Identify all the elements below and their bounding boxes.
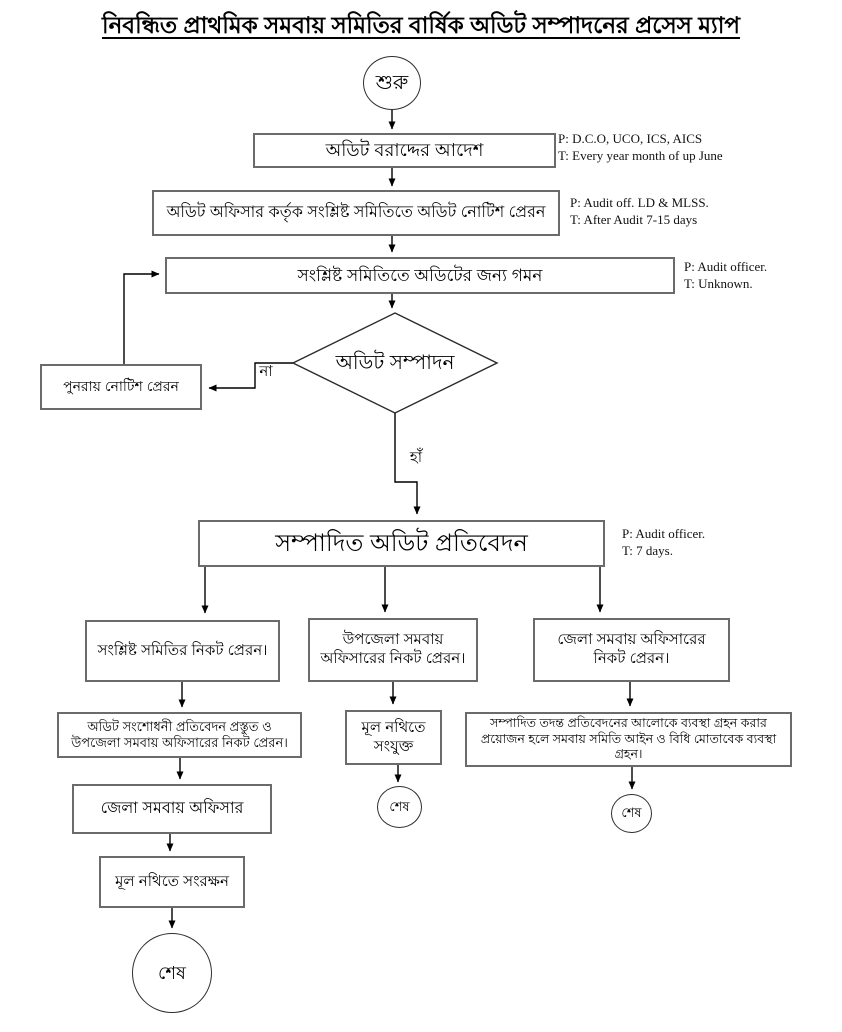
process-label: জেলা সমবায় অফিসার (100, 800, 244, 817)
page-title: নিবন্ধিত প্রাথমিক সমবায় সমিতির বার্ষিক অডিট সম্পাদনের প্রসেস ম্যাপ (102, 12, 740, 38)
process-label: অডিট বরাদ্দের আদেশ (325, 140, 484, 161)
end-label: শেষ (158, 962, 186, 983)
annotation-t-line: T: Every year month of up June (558, 147, 723, 163)
process-label: মূল নথিতে সংযুক্ত (361, 718, 426, 755)
process-label: মূল নথিতে সংরক্ষন (115, 872, 229, 890)
start-label: শুরু (375, 71, 409, 94)
annotation-t-line: T: Unknown. (684, 275, 753, 291)
decision-audit-performed (320, 349, 470, 377)
process-label: সম্পাদিত অডিট প্রতিবেদন (275, 529, 528, 557)
process-prepare-amendment-report (57, 712, 302, 758)
process-archive-main-file (99, 856, 245, 908)
annotation-t-line: T: After Audit 7-15 days (570, 211, 698, 227)
process-label: সংশ্লিষ্ট সমিতির নিকট প্রেরন। (97, 641, 268, 659)
process-label: অডিট অফিসার কর্তৃক সংশ্লিষ্ট সমিতিতে অডিট নোটিশ প্রেরন (166, 204, 546, 221)
process-audit-allocation-order (253, 133, 556, 168)
process-label: পুনরায় নোটিশ প্রেরন (63, 378, 179, 395)
process-send-to-district-officer (533, 618, 730, 682)
process-send-to-upazila-officer (308, 618, 478, 682)
no-text: না (259, 362, 273, 380)
annotation-p-line: P: Audit officer. (684, 259, 768, 274)
annotation-notice (570, 195, 709, 228)
end-terminator-mid (377, 786, 422, 828)
process-label: সংশ্লিষ্ট সমিতিতে অডিটের জন্য গমন (297, 265, 543, 285)
annotation-visit (684, 259, 767, 292)
label-no (250, 362, 282, 382)
process-resend-notice (40, 364, 202, 410)
process-take-action-per-law (465, 712, 792, 767)
start-terminator (363, 56, 421, 110)
process-go-for-audit (165, 257, 675, 294)
annotation-p-line: P: Audit off. LD & MLSS. (570, 195, 709, 210)
process-label: জেলা সমবায় অফিসারের নিকট প্রেরন। (557, 631, 706, 667)
end-label: শেষ (389, 798, 410, 814)
end-terminator-right (611, 794, 652, 833)
decision-label: অডিট সম্পাদন (335, 351, 455, 374)
process-completed-audit-report (198, 520, 605, 567)
process-district-cooperative-officer (72, 784, 272, 834)
process-label: উপজেলা সমবায় অফিসারের নিকট প্রেরন। (320, 631, 466, 667)
annotation-allocation (558, 131, 723, 164)
process-label: সম্পাদিত তদন্ত প্রতিবেদনের আলোকে ব্যবস্থা গ্রহন করার প্রয়োজন হলে সমবায় সমিতি আইন ও বিধি মোতাবেক ব্যবস্থা গ্রহন। (480, 716, 777, 762)
end-label: শেষ (621, 805, 642, 821)
end-terminator-left (132, 933, 212, 1013)
annotation-t-line: T: 7 days. (622, 542, 673, 558)
process-label: অডিট সংশোধনী প্রতিবেদন প্রস্তুত ও উপজেলা সমবায় অফিসারের নিকট প্রেরন। (71, 718, 288, 750)
annotation-report (622, 526, 705, 559)
annotation-p-line: P: Audit officer. (622, 526, 706, 541)
label-yes (400, 448, 432, 468)
process-audit-notice (152, 190, 560, 236)
yes-text: হাঁ (409, 448, 423, 466)
arrow-resend-feedback (124, 274, 159, 364)
annotation-p-line: P: D.C.O, UCO, ICS, AICS (558, 131, 703, 146)
process-send-to-society (85, 620, 280, 682)
process-attach-main-file (345, 710, 442, 765)
